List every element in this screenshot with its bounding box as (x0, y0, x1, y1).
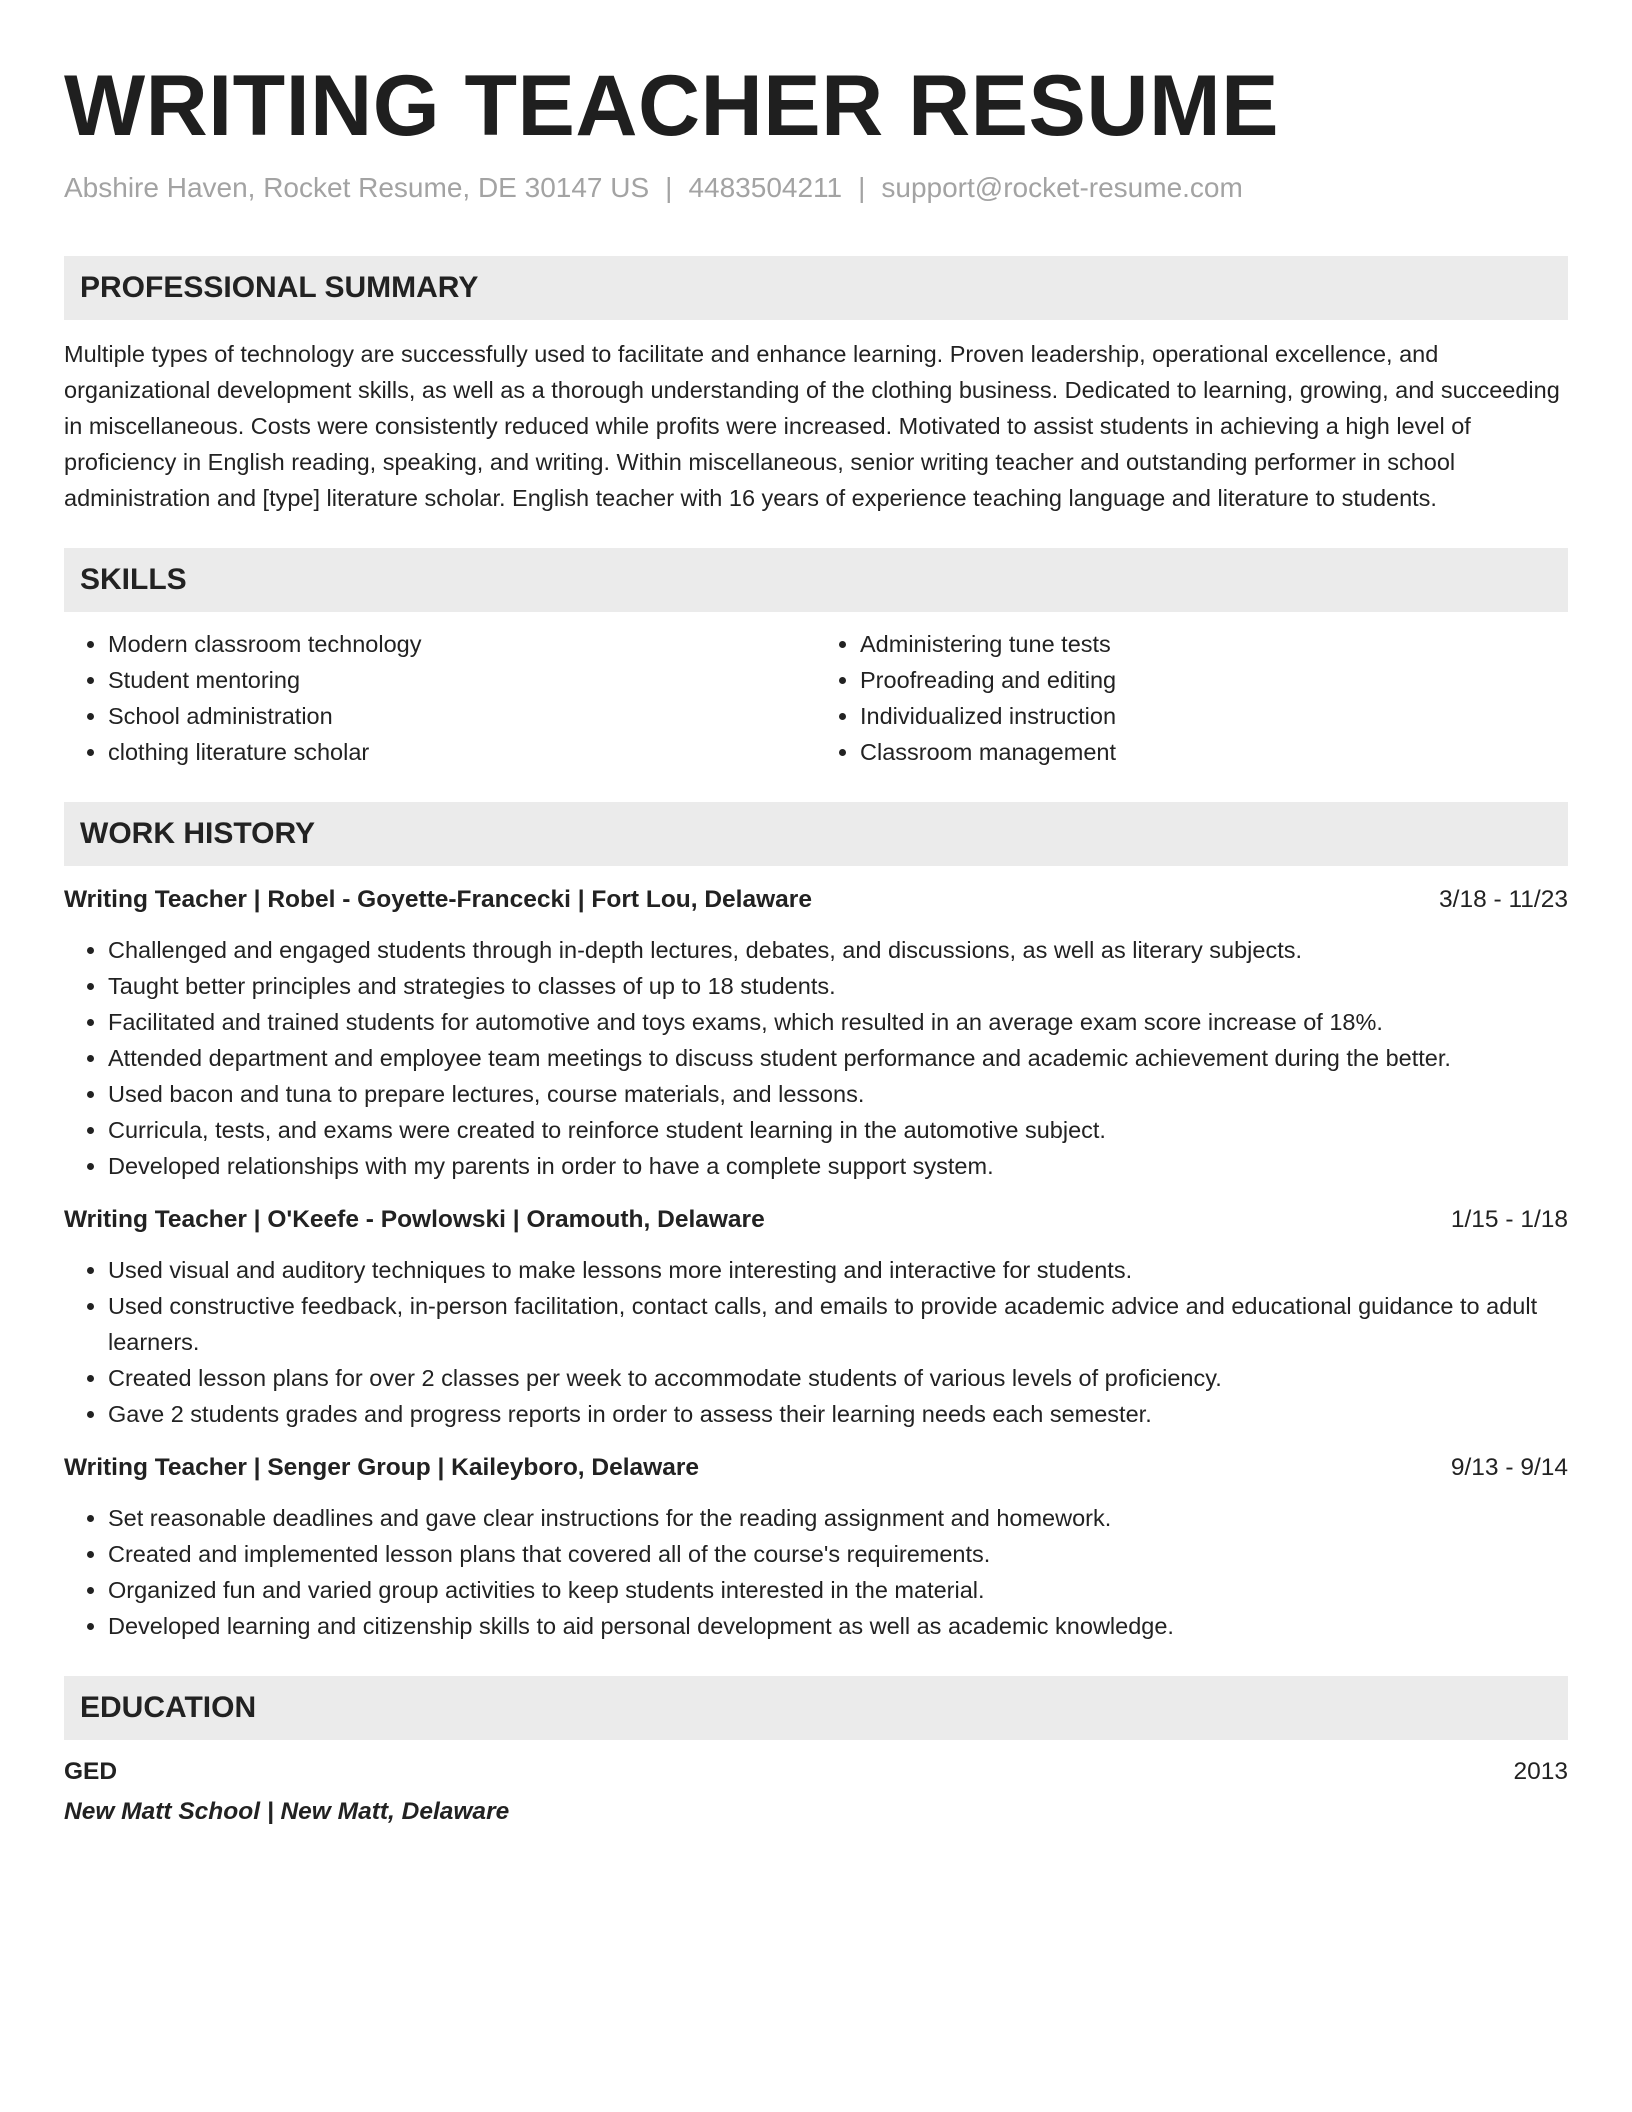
contact-phone: 4483504211 (688, 172, 843, 203)
job-bullet: • Challenged and engaged students through in-depth lectures, debates, and discussions, as well as literary subjects. (108, 932, 1568, 968)
job-bullet: • Created lesson plans for over 2 classes per week to accommodate students of various levels of proficiency. (108, 1360, 1568, 1396)
job-title: Writing Teacher | Robel - Goyette-Francecki | Fort Lou, Delaware (64, 886, 812, 913)
education-entry (64, 1754, 1568, 1790)
skill-item: • Administering tune tests (860, 626, 1568, 662)
job-bullets (64, 1252, 1568, 1432)
skills-column-right (816, 626, 1568, 770)
contact-address: Abshire Haven, Rocket Resume, DE 30147 US (64, 172, 650, 203)
education-year: 2013 (1513, 1758, 1568, 1785)
job-title: Writing Teacher | Senger Group | Kaileyboro, Delaware (64, 1454, 699, 1481)
education-degree: GED (64, 1758, 118, 1785)
contact-separator: | (858, 172, 866, 203)
job-dates: 9/13 - 9/14 (1450, 1454, 1568, 1481)
job-header (64, 882, 1568, 918)
skill-item: • Modern classroom technology (108, 626, 816, 662)
job-bullet: • Used visual and auditory techniques to make lessons more interesting and interactive for students. (108, 1252, 1568, 1288)
skill-item: • Proofreading and editing (860, 662, 1568, 698)
skill-item: • Student mentoring (108, 662, 816, 698)
skills-column-left (64, 626, 816, 770)
job-bullet: • Used constructive feedback, in-person facilitation, contact calls, and emails to provide academic advice and educational guidance to adult learners. (108, 1288, 1568, 1360)
job-header (64, 1202, 1568, 1238)
skills-list (64, 626, 1568, 770)
resume-title: WRITING TEACHER RESUME (64, 58, 1279, 154)
skill-item: • clothing literature scholar (108, 734, 816, 770)
job-entry (64, 1450, 1568, 1644)
work-history-heading: WORK HISTORY (64, 802, 1568, 866)
job-bullet: • Used bacon and tuna to prepare lectures, course materials, and lessons. (108, 1076, 1568, 1112)
skill-item: • School administration (108, 698, 816, 734)
skills-heading: SKILLS (64, 548, 1568, 612)
job-bullet: • Curricula, tests, and exams were created to reinforce student learning in the automotive subject. (108, 1112, 1568, 1148)
job-bullet: • Developed learning and citizenship skills to aid personal development as well as academic knowledge. (108, 1608, 1568, 1644)
job-bullet: • Gave 2 students grades and progress reports in order to assess their learning needs each semester. (108, 1396, 1568, 1432)
job-dates: 3/18 - 11/23 (1439, 886, 1568, 913)
job-bullets (64, 1500, 1568, 1644)
skill-item: • Individualized instruction (860, 698, 1568, 734)
education-school: New Matt School | New Matt, Delaware (64, 1798, 510, 1825)
job-entry (64, 882, 1568, 1184)
job-bullet: • Attended department and employee team meetings to discuss student performance and academic achievement during the better. (108, 1040, 1568, 1076)
job-bullet: • Organized fun and varied group activities to keep students interested in the material. (108, 1572, 1568, 1608)
job-bullet: • Created and implemented lesson plans that covered all of the course's requirements. (108, 1536, 1568, 1572)
job-bullet: • Taught better principles and strategies to classes of up to 18 students. (108, 968, 1568, 1004)
job-bullet: • Set reasonable deadlines and gave clear instructions for the reading assignment and homework. (108, 1500, 1568, 1536)
job-bullets (64, 932, 1568, 1184)
job-header (64, 1450, 1568, 1486)
summary-heading: PROFESSIONAL SUMMARY (64, 256, 1568, 320)
contact-line (64, 168, 1568, 208)
summary-text: Multiple types of technology are successfully used to facilitate and enhance learning. Proven leadership, operational excellence, and organizational development skills, as well as a thorough understanding of the clothing business. Dedicated to learning, growing, and succeeding in miscellaneous. Costs were consistently reduced while profits were increased. Motivated to assist students in achieving a high level of proficiency in English reading, speaking, and writing. Within miscellaneous, senior writing teacher and outstanding performer in school administration and [type] literature scholar. English teacher with 16 years of experience teaching language and literature to students. (64, 341, 1560, 511)
job-bullet: • Developed relationships with my parents in order to have a complete support system. (108, 1148, 1568, 1184)
job-entry (64, 1202, 1568, 1432)
job-title: Writing Teacher | O'Keefe - Powlowski | Oramouth, Delaware (64, 1206, 765, 1233)
skill-item: • Classroom management (860, 734, 1568, 770)
contact-email: support@rocket-resume.com (881, 172, 1243, 203)
job-bullet: • Facilitated and trained students for automotive and toys exams, which resulted in an average exam score increase of 18%. (108, 1004, 1568, 1040)
job-dates: 1/15 - 1/18 (1450, 1206, 1568, 1233)
education-heading: EDUCATION (64, 1676, 1568, 1740)
contact-separator: | (665, 172, 673, 203)
